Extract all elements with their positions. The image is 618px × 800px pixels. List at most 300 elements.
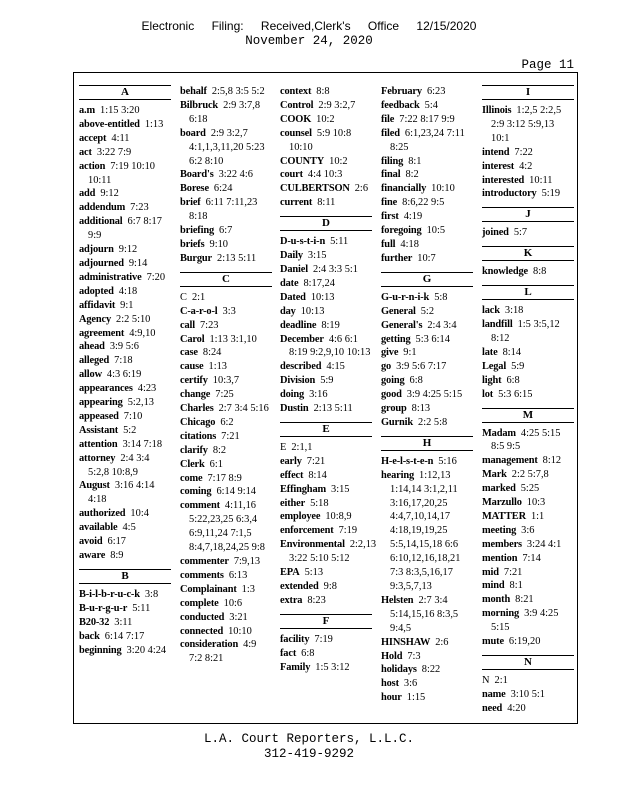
page-line-refs: 1:13	[208, 361, 227, 373]
index-entry	[180, 416, 272, 430]
page-line-refs: 5:11	[132, 602, 151, 614]
index-word: consideration	[180, 639, 239, 651]
page-line-refs: 8:9	[110, 550, 124, 561]
index-word: morning	[482, 608, 520, 620]
page-line-refs: 8:24	[202, 347, 222, 359]
index-entry	[280, 196, 372, 210]
page-line-refs: 2:6	[435, 636, 449, 648]
index-entry	[482, 174, 574, 188]
page-line-refs: 8:14	[502, 346, 522, 358]
page-line-refs: 10:8,9	[325, 511, 352, 523]
index-entry	[180, 360, 272, 374]
index-entry	[280, 497, 372, 511]
index-entry	[381, 155, 473, 169]
index-word: comments	[180, 569, 224, 581]
index-entry	[482, 482, 574, 496]
index-entry	[381, 305, 473, 319]
page-line-refs: 3:24 4:1	[526, 538, 562, 550]
index-entry	[180, 127, 272, 169]
index-entry	[482, 607, 574, 635]
index-word: brief	[180, 197, 201, 209]
page-line-refs: 1:2,5 2:2,5 2:9 3:12 5:9,13 10:1	[491, 105, 562, 144]
index-word: first	[381, 211, 399, 223]
index-word: Daniel	[280, 263, 308, 275]
page-line-refs: 7:25	[215, 389, 234, 401]
index-word: deadline	[280, 319, 317, 331]
index-word: complete	[180, 597, 219, 609]
index-word: H-e-l-s-t-e-n	[381, 455, 434, 467]
index-entry	[79, 354, 171, 368]
index-word: extra	[280, 594, 303, 606]
index-word: attorney	[79, 452, 116, 464]
letter-heading: L	[482, 285, 574, 300]
page-line-refs: 1:1	[530, 510, 545, 522]
page-line-refs: 3:22 7:9	[96, 146, 132, 158]
page-line-refs: 1:13 3:1,10	[209, 333, 257, 345]
page-line-refs: 5:2	[420, 305, 435, 317]
index-word: conducted	[180, 611, 225, 623]
index-entry	[381, 594, 473, 636]
page-line-refs: 6:8	[301, 647, 315, 659]
page-line-refs: 2:4 3:4	[427, 319, 457, 331]
page-line-refs: 8:2	[405, 169, 419, 181]
index-entry	[482, 468, 574, 482]
index-entry	[79, 132, 171, 146]
page-line-refs: 4:6 6:1 8:19 9:2,9,10 10:13	[289, 333, 371, 359]
page-line-refs: 5:25	[520, 483, 540, 495]
page-line-refs: 6:7	[219, 225, 233, 237]
page-line-refs: 4:18	[118, 285, 138, 297]
reporter-phone: 312-419-9292	[263, 747, 354, 761]
page-line-refs: 5:11	[330, 236, 349, 248]
index-entry	[482, 496, 574, 510]
index-word: E	[280, 441, 287, 453]
index-entry	[180, 458, 272, 472]
page-line-refs: 3:6	[521, 524, 535, 536]
index-entry	[79, 644, 171, 658]
page-line-refs: 2:2,13 3:22 5:10 5:12	[289, 539, 377, 565]
index-entry	[79, 160, 171, 188]
index-word: accept	[79, 132, 107, 144]
index-entry	[482, 360, 574, 374]
index-entry	[381, 333, 473, 347]
index-word: going	[381, 375, 405, 387]
index-entry	[482, 635, 574, 649]
page-line-refs: 5:9	[511, 360, 525, 372]
page-line-refs: 7:19	[314, 633, 333, 645]
page-line-refs: 10:4	[130, 508, 149, 520]
index-entry	[280, 99, 372, 113]
index-entry	[381, 663, 473, 677]
page-line-refs: 7:22	[514, 146, 533, 158]
index-entry	[79, 243, 171, 257]
word-index-frame	[73, 72, 578, 724]
index-word: further	[381, 252, 413, 264]
index-entry	[381, 469, 473, 594]
index-word: either	[280, 497, 306, 509]
page-line-refs: 9:8	[323, 581, 337, 592]
index-entry	[381, 455, 473, 469]
index-entry	[381, 360, 473, 374]
index-word: Division	[280, 375, 316, 387]
index-entry	[79, 507, 171, 521]
index-entry	[79, 410, 171, 424]
index-word: avoid	[79, 536, 103, 548]
index-entry	[280, 483, 372, 497]
page-line-refs: 3:8	[144, 588, 159, 600]
index-entry	[280, 305, 372, 319]
page-line-refs: 3:6	[403, 678, 418, 690]
index-word: Dustin	[280, 403, 309, 415]
page-line-refs: 3:11	[114, 616, 133, 628]
index-entry	[79, 118, 171, 132]
index-entry	[381, 113, 473, 127]
page-line-refs: 3:21	[229, 611, 248, 623]
index-word: Daily	[280, 250, 303, 262]
index-word: act	[79, 146, 92, 158]
index-entry	[482, 702, 574, 716]
page-line-refs: 8:22	[421, 664, 441, 676]
index-entry	[381, 127, 473, 155]
index-word: behalf	[180, 86, 207, 97]
page-line-refs: 5:13	[304, 567, 324, 579]
index-entry	[381, 210, 473, 224]
index-entry	[79, 146, 171, 160]
index-word: management	[482, 455, 538, 467]
page-line-refs: 3:16 4:14 4:18	[88, 480, 155, 506]
index-word: Effingham	[280, 483, 326, 495]
index-entry	[180, 305, 272, 319]
page-line-refs: 7:19	[338, 525, 358, 537]
index-word: Burgur	[180, 252, 213, 264]
index-word: counsel	[280, 127, 312, 139]
index-word: CULBERTSON	[280, 183, 350, 195]
index-entry	[79, 396, 171, 410]
index-entry	[180, 583, 272, 597]
index-entry	[482, 160, 574, 174]
letter-heading: H	[381, 436, 473, 451]
index-word: HINSHAW	[381, 636, 431, 648]
index-word: back	[79, 630, 100, 642]
page-line-refs: 10:2	[329, 155, 348, 167]
index-word: Charles	[180, 403, 214, 415]
index-word: Carol	[180, 333, 205, 345]
index-word: introductory	[482, 188, 537, 200]
index-entry	[482, 688, 574, 702]
index-entry	[180, 99, 272, 127]
index-entry	[381, 374, 473, 388]
index-entry	[180, 374, 272, 388]
index-word: December	[280, 333, 324, 345]
index-word: Chicago	[180, 416, 216, 428]
page-line-refs: 4:5	[122, 522, 136, 534]
index-word: Complainant	[180, 583, 237, 595]
page-line-refs: 2:2 5:8	[418, 416, 448, 428]
index-entry	[482, 226, 574, 240]
index-column	[482, 85, 574, 716]
page-line-refs: 2:4 3:3 5:1	[312, 263, 358, 275]
index-word: Legal	[482, 360, 507, 372]
index-entry	[79, 452, 171, 480]
page-line-refs: 5:7	[513, 227, 528, 239]
page-line-refs: 5:4	[424, 99, 438, 111]
index-word: COUNTY	[280, 155, 325, 167]
index-entry	[482, 552, 574, 566]
index-word: current	[280, 197, 313, 209]
index-entry	[280, 235, 372, 249]
index-word: General's	[381, 319, 423, 331]
page-line-refs: 4:9,10	[129, 327, 156, 339]
index-entry	[180, 238, 272, 252]
index-entry	[180, 252, 272, 266]
page-line-refs: 3:22 4:6	[218, 169, 253, 181]
index-word: G-u-r-n-i-k	[381, 291, 430, 303]
index-entry	[482, 674, 574, 688]
index-word: Illinois	[482, 105, 512, 116]
page-line-refs: 4:2	[519, 160, 533, 172]
index-entry	[280, 291, 372, 305]
page-line-refs: 7:21	[503, 566, 523, 578]
index-entry	[280, 155, 372, 169]
page-line-refs: 1:15	[406, 692, 426, 704]
page-line-refs: 1:15 3:20	[100, 105, 140, 116]
index-entry	[280, 388, 372, 402]
index-word: final	[381, 169, 401, 181]
index-word: COOK	[280, 113, 312, 125]
page-line-refs: 8:13	[411, 403, 431, 415]
index-entry	[381, 224, 473, 238]
index-entry	[280, 469, 372, 483]
page-line-refs: 8:19	[321, 319, 340, 331]
index-entry	[180, 472, 272, 486]
index-word: employee	[280, 511, 321, 523]
index-entry	[280, 277, 372, 291]
index-entry	[180, 444, 272, 458]
letter-heading: C	[180, 272, 272, 287]
index-word: August	[79, 480, 110, 492]
index-word: adjourn	[79, 244, 114, 256]
index-word: Environmental	[280, 539, 345, 551]
page-line-refs: 7:3	[407, 650, 421, 662]
index-word: adjourned	[79, 257, 124, 269]
page-line-refs: 2:13 5:11	[313, 403, 353, 415]
index-word: MATTER	[482, 510, 526, 522]
header-office: Office	[367, 19, 400, 33]
letter-heading: D	[280, 216, 372, 231]
index-word: mute	[482, 636, 504, 648]
header-received: Received,Clerk's	[260, 19, 351, 33]
index-entry	[180, 499, 272, 555]
index-word: come	[180, 472, 203, 484]
index-word: hearing	[381, 469, 415, 481]
letter-heading: N	[482, 655, 574, 670]
index-entry	[180, 638, 272, 666]
index-entry	[180, 319, 272, 333]
index-word: Bilbruck	[180, 99, 219, 111]
index-entry	[381, 677, 473, 691]
index-word: connected	[180, 625, 224, 637]
page-line-refs: 2:5,8 3:5 5:2	[211, 86, 265, 97]
index-word: N	[482, 675, 490, 686]
page-line-refs: 1:5 3:12	[315, 661, 350, 673]
index-word: mind	[482, 580, 505, 592]
page-line-refs: 4:4 10:3	[307, 169, 343, 181]
page-line-refs: 4:15	[326, 361, 345, 373]
page-line-refs: 4:23	[137, 383, 157, 395]
hearing-date: November 24, 2020	[245, 34, 373, 48]
index-word: add	[79, 188, 96, 200]
index-entry	[180, 430, 272, 444]
page-line-refs: 6:23	[426, 86, 446, 97]
index-word: late	[482, 346, 498, 358]
index-entry	[280, 402, 372, 416]
page-line-refs: 4:19	[403, 211, 423, 223]
index-entry	[381, 196, 473, 210]
index-entry	[482, 566, 574, 580]
index-entry	[482, 579, 574, 593]
page-line-refs: 2:7 3:4 5:16	[218, 403, 269, 415]
index-word: Madam	[482, 427, 516, 439]
index-entry	[180, 388, 272, 402]
index-word: interest	[482, 160, 515, 172]
index-entry	[280, 633, 372, 647]
index-entry	[381, 168, 473, 182]
page-number: Page 11	[521, 58, 574, 72]
index-entry	[79, 438, 171, 452]
page-line-refs: 7:19 10:10 10:11	[88, 160, 155, 186]
index-entry	[79, 257, 171, 271]
index-word: appearing	[79, 397, 123, 409]
index-word: change	[180, 389, 211, 401]
index-word: ahead	[79, 341, 105, 353]
page-line-refs: 10:13	[310, 291, 335, 303]
index-word: knowledge	[482, 266, 528, 278]
page-line-refs: 2:13 5:11	[217, 252, 257, 264]
index-word: good	[381, 389, 402, 401]
index-word: beginning	[79, 644, 122, 656]
page-line-refs: 4:11	[111, 132, 130, 144]
index-entry	[280, 580, 372, 594]
index-word: additional	[79, 216, 123, 228]
page-line-refs: 7:21	[306, 455, 326, 467]
page-line-refs: 4:18	[400, 238, 419, 250]
index-word: host	[381, 678, 399, 690]
index-word: certify	[180, 375, 208, 387]
index-entry	[381, 416, 473, 430]
page-line-refs: 6:13	[228, 569, 248, 581]
index-word: appeased	[79, 410, 119, 422]
header-electronic: Electronic	[141, 19, 195, 33]
page-line-refs: 10:6	[223, 597, 243, 609]
page-line-refs: 3:16	[309, 389, 328, 401]
page-line-refs: 7:20	[146, 271, 166, 283]
page-line-refs: 5:2,13	[127, 397, 154, 409]
index-entry	[79, 382, 171, 396]
index-word: file	[381, 113, 395, 125]
page-line-refs: 8:21	[515, 594, 534, 606]
page-line-refs: 6:11 7:11,23 8:18	[189, 197, 258, 223]
index-entry	[79, 271, 171, 285]
index-word: Dated	[280, 291, 306, 303]
index-word: Assistant	[79, 424, 119, 436]
index-entry	[482, 427, 574, 455]
letter-heading: I	[482, 85, 574, 100]
page-line-refs: 3:9 5:6 7:17	[396, 361, 447, 373]
page-line-refs: 8:23	[307, 594, 326, 606]
index-word: intend	[482, 146, 510, 158]
page-line-refs: 5:2	[123, 424, 137, 436]
index-entry	[180, 182, 272, 196]
page-line-refs: 8:6,22 9:5	[402, 197, 445, 209]
page-line-refs: 9:12	[100, 188, 119, 200]
index-word: appearances	[79, 383, 133, 395]
index-entry	[180, 224, 272, 238]
letter-heading: M	[482, 408, 574, 423]
index-word: full	[381, 238, 396, 250]
page-line-refs: 6:24	[213, 183, 233, 195]
page-line-refs: 3:9 5:6	[109, 341, 139, 353]
index-word: joined	[482, 227, 509, 239]
page-line-refs: 1:12,13 1:14,14 3:1,2,11 3:16,17,20,25 4:4,7,10,14,17 4:18,19,19,25 5:5,14,15,18 6:6 6:10,12,16,18,21 7:3 8:3,5,16,17 9:3,5,7,13	[390, 469, 461, 592]
page-line-refs: 2:2 5:10	[116, 313, 151, 325]
index-entry	[482, 346, 574, 360]
page-line-refs: 2:1	[494, 675, 508, 686]
index-word: early	[280, 455, 302, 467]
page-line-refs: 5:8	[434, 291, 448, 303]
index-word: holidays	[381, 664, 417, 676]
index-word: B-i-l-b-r-u-c-k	[79, 588, 140, 600]
index-word: Helsten	[381, 594, 414, 606]
letter-heading: J	[482, 207, 574, 222]
index-entry	[79, 299, 171, 313]
index-word: aware	[79, 550, 106, 561]
index-word: date	[280, 277, 299, 289]
index-entry	[280, 661, 372, 675]
index-word: mention	[482, 552, 518, 564]
index-word: available	[79, 522, 118, 534]
index-word: briefing	[180, 225, 215, 237]
index-entry	[482, 265, 574, 279]
page-line-refs: 8:1	[509, 580, 523, 592]
index-word: Family	[280, 661, 311, 673]
page-line-refs: 8:17,24	[303, 277, 335, 289]
page-line-refs: 2:1,1	[291, 441, 313, 453]
page-line-refs: 5:3 6:15	[498, 388, 533, 400]
index-entry	[280, 182, 372, 196]
index-entry	[280, 374, 372, 388]
filing-stamp-line	[0, 19, 618, 33]
index-entry	[79, 479, 171, 507]
index-entry	[79, 187, 171, 201]
page-line-refs: 3:15	[331, 483, 350, 495]
page-line-refs: 2:9 3:2,7	[318, 99, 356, 111]
index-entry	[482, 524, 574, 538]
index-entry	[79, 327, 171, 341]
index-entry	[381, 691, 473, 705]
index-column	[79, 85, 171, 657]
index-entry	[280, 85, 372, 99]
page-line-refs: 5:19	[541, 188, 561, 200]
page-line-refs: 6:7 8:17 9:9	[88, 216, 162, 242]
index-entry	[381, 99, 473, 113]
index-word: effect	[280, 469, 304, 481]
index-word: go	[381, 361, 392, 373]
page-line-refs: 6:2	[220, 416, 234, 428]
index-word: filed	[381, 127, 400, 139]
index-entry	[381, 319, 473, 333]
index-entry	[482, 538, 574, 552]
index-word: name	[482, 688, 506, 700]
